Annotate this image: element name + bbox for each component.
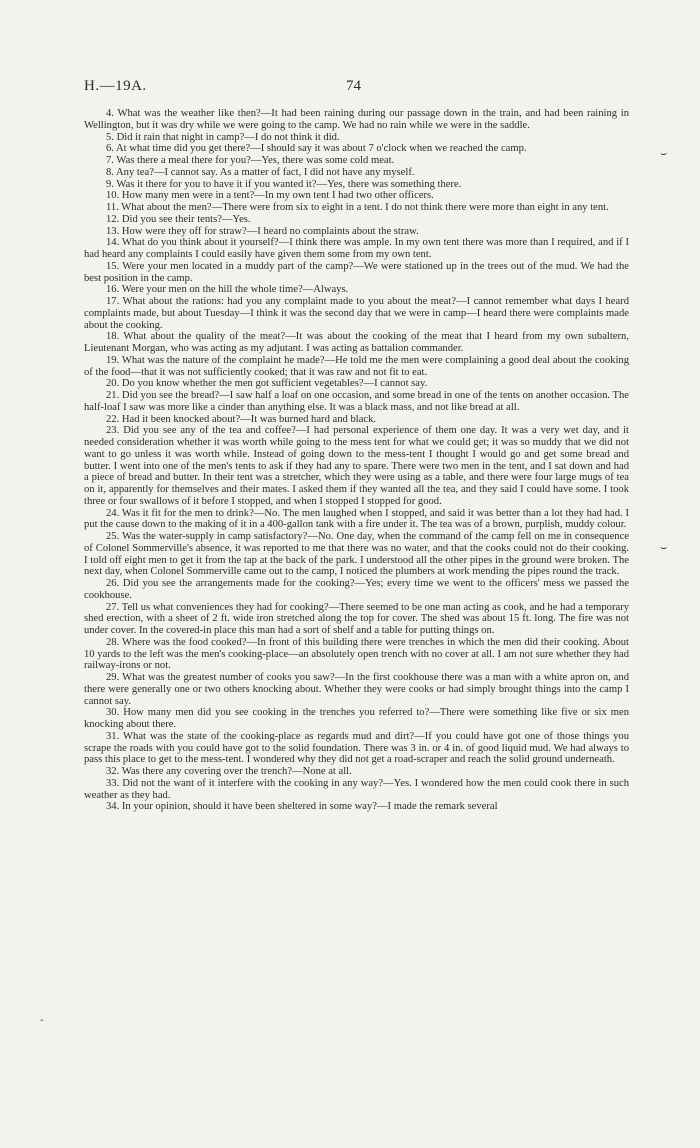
document-reference: H.—19A.	[84, 78, 147, 94]
margin-mark: ⌣	[660, 542, 668, 554]
paragraph-15: 15. Were your men located in a muddy part of the camp?—We were stationed up in the trees out of the mud. We had the best position in the camp.	[84, 260, 629, 284]
paragraph-28: 28. Where was the food cooked?—In front of this building there were trenches in which the men did their cooking. About 10 yards to the left was the men's cooking-place—an absolutely open trench with no cover at all. I am not sure whether they had railway-irons or not.	[84, 636, 629, 672]
paragraph-8: 8. Any tea?—I cannot say. As a matter of fact, I did not have any myself.	[106, 166, 415, 178]
paragraph-30: 30. How many men did you see cooking in the trenches you referred to?—There were something like five or six men knocking about there.	[84, 707, 629, 730]
paragraph-14: 14. What do you think about it yourself?—I think there was ample. In my own tent there was more than I required, and if I had heard any complaints I could easily have given them some from my own tent.	[84, 237, 629, 260]
paragraph-12: 12. Did you see their tents?—Yes.	[106, 213, 251, 225]
paragraph-5: 5. Did it rain that night in camp?—I do not think it did.	[106, 131, 340, 143]
paragraph-26: 26. Did you see the arrangements made for the cooking?—Yes; every time we went to the officers' mess we passed the cookhouse.	[84, 578, 629, 601]
paragraph-31: 31. What was the state of the cooking-place as regards mud and dirt?—If you could have got one of those things you scrape the roads with you could have got to the solid foundation. There was 3 in. or 4 in. of good liquid mud. We had always to pass this place to get to the mess-tent. I wondered why they did not get a road-scraper and reach the solid ground underneath.	[84, 730, 629, 766]
paragraph-20: 20. Do you know whether the men got sufficient vegetables?—I cannot say.	[106, 378, 428, 390]
margin-mark: ⌣	[660, 148, 668, 160]
paragraph-13: 13. How were they off for straw?—I heard no complaints about the straw.	[106, 225, 419, 237]
paragraph-33: 33. Did not the want of it interfere with the cooking in any way?—Yes. I wondered how the men could cook there in such weather as they had.	[84, 777, 629, 801]
paragraph-32: 32. Was there any covering over the trench?—None at all.	[106, 766, 352, 777]
paragraph-18: 18. What about the quality of the meat?—It was about the cooking of the meat that I heard from my own subaltern, Lieutenant Morgan, who was acting as my adjutant. I was acting as battalion commander.	[84, 331, 629, 354]
paragraph-25: 25. Was the water-supply in camp satisfactory?—No. One day, when the command of the camp fell on me in consequence of Colonel Sommerville's absence, it was reported to me that there was no water, and that the cooks could not do their cooking. I told off eight men to get it from the tap at the back of the park. I understood all the other pipes in the ground were broken. The next day, when Colonel Sommerville came out to the camp, I noticed the plumbers at work mending the pipes round the track.	[84, 531, 629, 578]
paragraph-34: 34. In your opinion, should it have been sheltered in some way?—I made the remark several	[106, 801, 498, 813]
paragraph-9: 9. Was it there for you to have it if you wanted it?—Yes, there was something there.	[106, 178, 462, 190]
paragraph-19: 19. What was the nature of the complaint he made?—He told me the men were complaining a good deal about the cooking of the food—that it was not sufficiently cooked; that it was raw and not fit to eat.	[84, 354, 629, 378]
paragraph-17: 17. What about the rations: had you any complaint made to you about the meat?—I cannot remember what days I heard complaints made, but about Tuesday—I think it was the second day that we were in camp—I heard there were complaints made about the cooking.	[84, 296, 629, 331]
paragraph-27: 27. Tell us what conveniences they had for cooking?—There seemed to be one man acting as cook, and he had a temporary shed erection, with a sheet of 2 ft. wide iron stretched along the top for cover. The shed was about 15 ft. long. The fire was not under cover. In the covered-in place this man had a sort of shelf and a table for putting things on.	[84, 601, 629, 636]
paragraph-21: 21. Did you see the bread?—I saw half a loaf on one occasion, and some bread in one of the tents on another occasion. The half-loaf I saw was more like a cinder than anything else. It was a black mass, and not like bread at all.	[84, 390, 629, 413]
paragraph-29: 29. What was the greatest number of cooks you saw?—In the first cookhouse there was a man with a white apron on, and there were generally one or two others knocking about. Whether they were cooks or had simply brought things into the camp I cannot say.	[84, 672, 629, 707]
body-text	[84, 108, 629, 813]
page-number: 74	[346, 78, 361, 94]
paragraph-10: 10. How many men were in a tent?—In my own tent I had two other officers.	[106, 190, 434, 202]
paragraph-6: 6. At what time did you get there?—I should say it was about 7 o'clock when we reached the camp.	[106, 143, 527, 155]
paragraph-4: 4. What was the weather like then?—It had been raining during our passage down in the train, and had been raining in Wellington, but it was dry while we were going to the camp. We had no rain while we were in the saddle.	[84, 108, 629, 131]
paragraph-7: 7. Was there a meal there for you?—Yes, there was some cold meat.	[106, 155, 395, 166]
paragraph-22: 22. Had it been knocked about?—It was burned hard and black.	[106, 413, 377, 425]
paragraph-24: 24. Was it fit for the men to drink?—No. The men laughed when I stopped, and said it was better than a lot they had had. I put the cause down to the making of it in a 400-gallon tank with a fire under it. The tea was of a brown, purplish, muddy colour.	[84, 507, 629, 531]
margin-mark: ˆ	[40, 1018, 44, 1030]
page-header	[84, 78, 629, 100]
paragraph-11: 11. What about the men?—There were from six to eight in a tent. I do not think there were more than eight in any tent.	[106, 202, 609, 213]
paragraph-16: 16. Were your men on the hill the whole time?—Always.	[106, 284, 349, 296]
paragraph-23: 23. Did you see any of the tea and coffee?—I had personal experience of them one day. It was a very wet day, and it needed consideration whether it was worth while going to the mess tent for what we could get; it was so muddy that we did not want to go unless it was worth while. Instead of going down to the mess-tent I thought I would go and get some bread and butter. I went into one of the men's tents to ask if they had any to spare. There were two men in the tent, and I sat down and had a piece of bread and butter. In their tent was a stretcher, which they were using as a table, and there were four large mugs of tea on it, apparently for themselves and their mates. I asked them if they wanted all the tea, and they said I could have some. I took three or four swallows of it before I stopped, and when I stopped I stopped for good.	[84, 425, 629, 507]
